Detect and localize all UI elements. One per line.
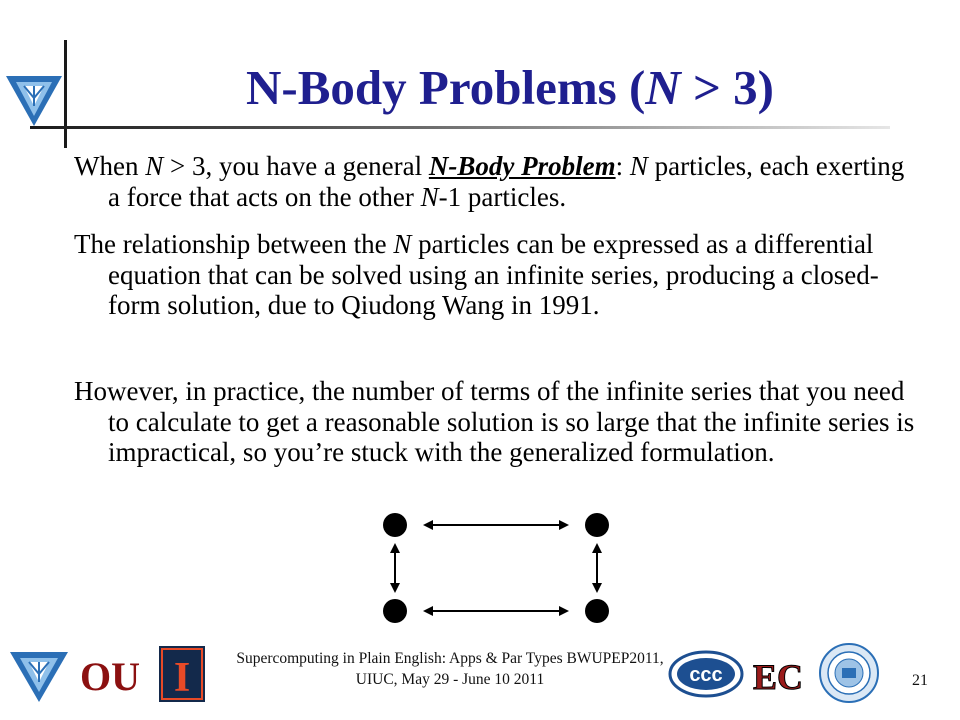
paragraph-closed-form: The relationship between the N particles can be expressed as a differential equation that can be solved using an infinite series, producing a closed-form solution, due to Qiudong Wang in 1991. bbox=[74, 229, 879, 320]
paragraph-n-body-definition: When N > 3, you have a general N-Body Problem: N particles, each exerting a force that acts on the other N-1 particles. bbox=[74, 151, 905, 212]
svg-text:I: I bbox=[173, 655, 191, 701]
triangle-logo-top bbox=[4, 72, 64, 128]
slide-title: N-Body Problems (N > 3) bbox=[246, 60, 774, 115]
ec-logo bbox=[752, 645, 804, 703]
svg-text:ccc: ccc bbox=[689, 664, 723, 686]
paragraph-practice: However, in practice, the number of terms of the infinite series that you need to calculate to get a reasonable solution is so large that the infinite series is impractical, so you’re stuck with the generalized formulation. bbox=[74, 376, 915, 467]
university-seal-logo bbox=[818, 642, 880, 704]
triangle-logo-footer bbox=[8, 648, 70, 704]
n-body-problem-term: N-Body Problem bbox=[428, 151, 616, 181]
horizontal-rule bbox=[30, 126, 890, 129]
four-body-diagram bbox=[375, 505, 615, 630]
particle-bottom-left bbox=[383, 599, 407, 623]
svg-text:EC: EC bbox=[752, 657, 804, 697]
footer-line-1: Supercomputing in Plain English: Apps & Par Types BWUPEP2011, bbox=[236, 650, 664, 667]
particle-bottom-right bbox=[585, 599, 609, 623]
vertical-rule bbox=[64, 40, 67, 148]
page-number: 21 bbox=[912, 672, 928, 689]
ou-logo bbox=[80, 640, 140, 704]
svg-text:OU: OU bbox=[80, 654, 140, 699]
particle-top-left bbox=[383, 513, 407, 537]
footer-caption bbox=[180, 648, 723, 690]
particle-top-right bbox=[585, 513, 609, 537]
footer-line-2: UIUC, May 29 - June 10 2011 bbox=[355, 671, 545, 688]
